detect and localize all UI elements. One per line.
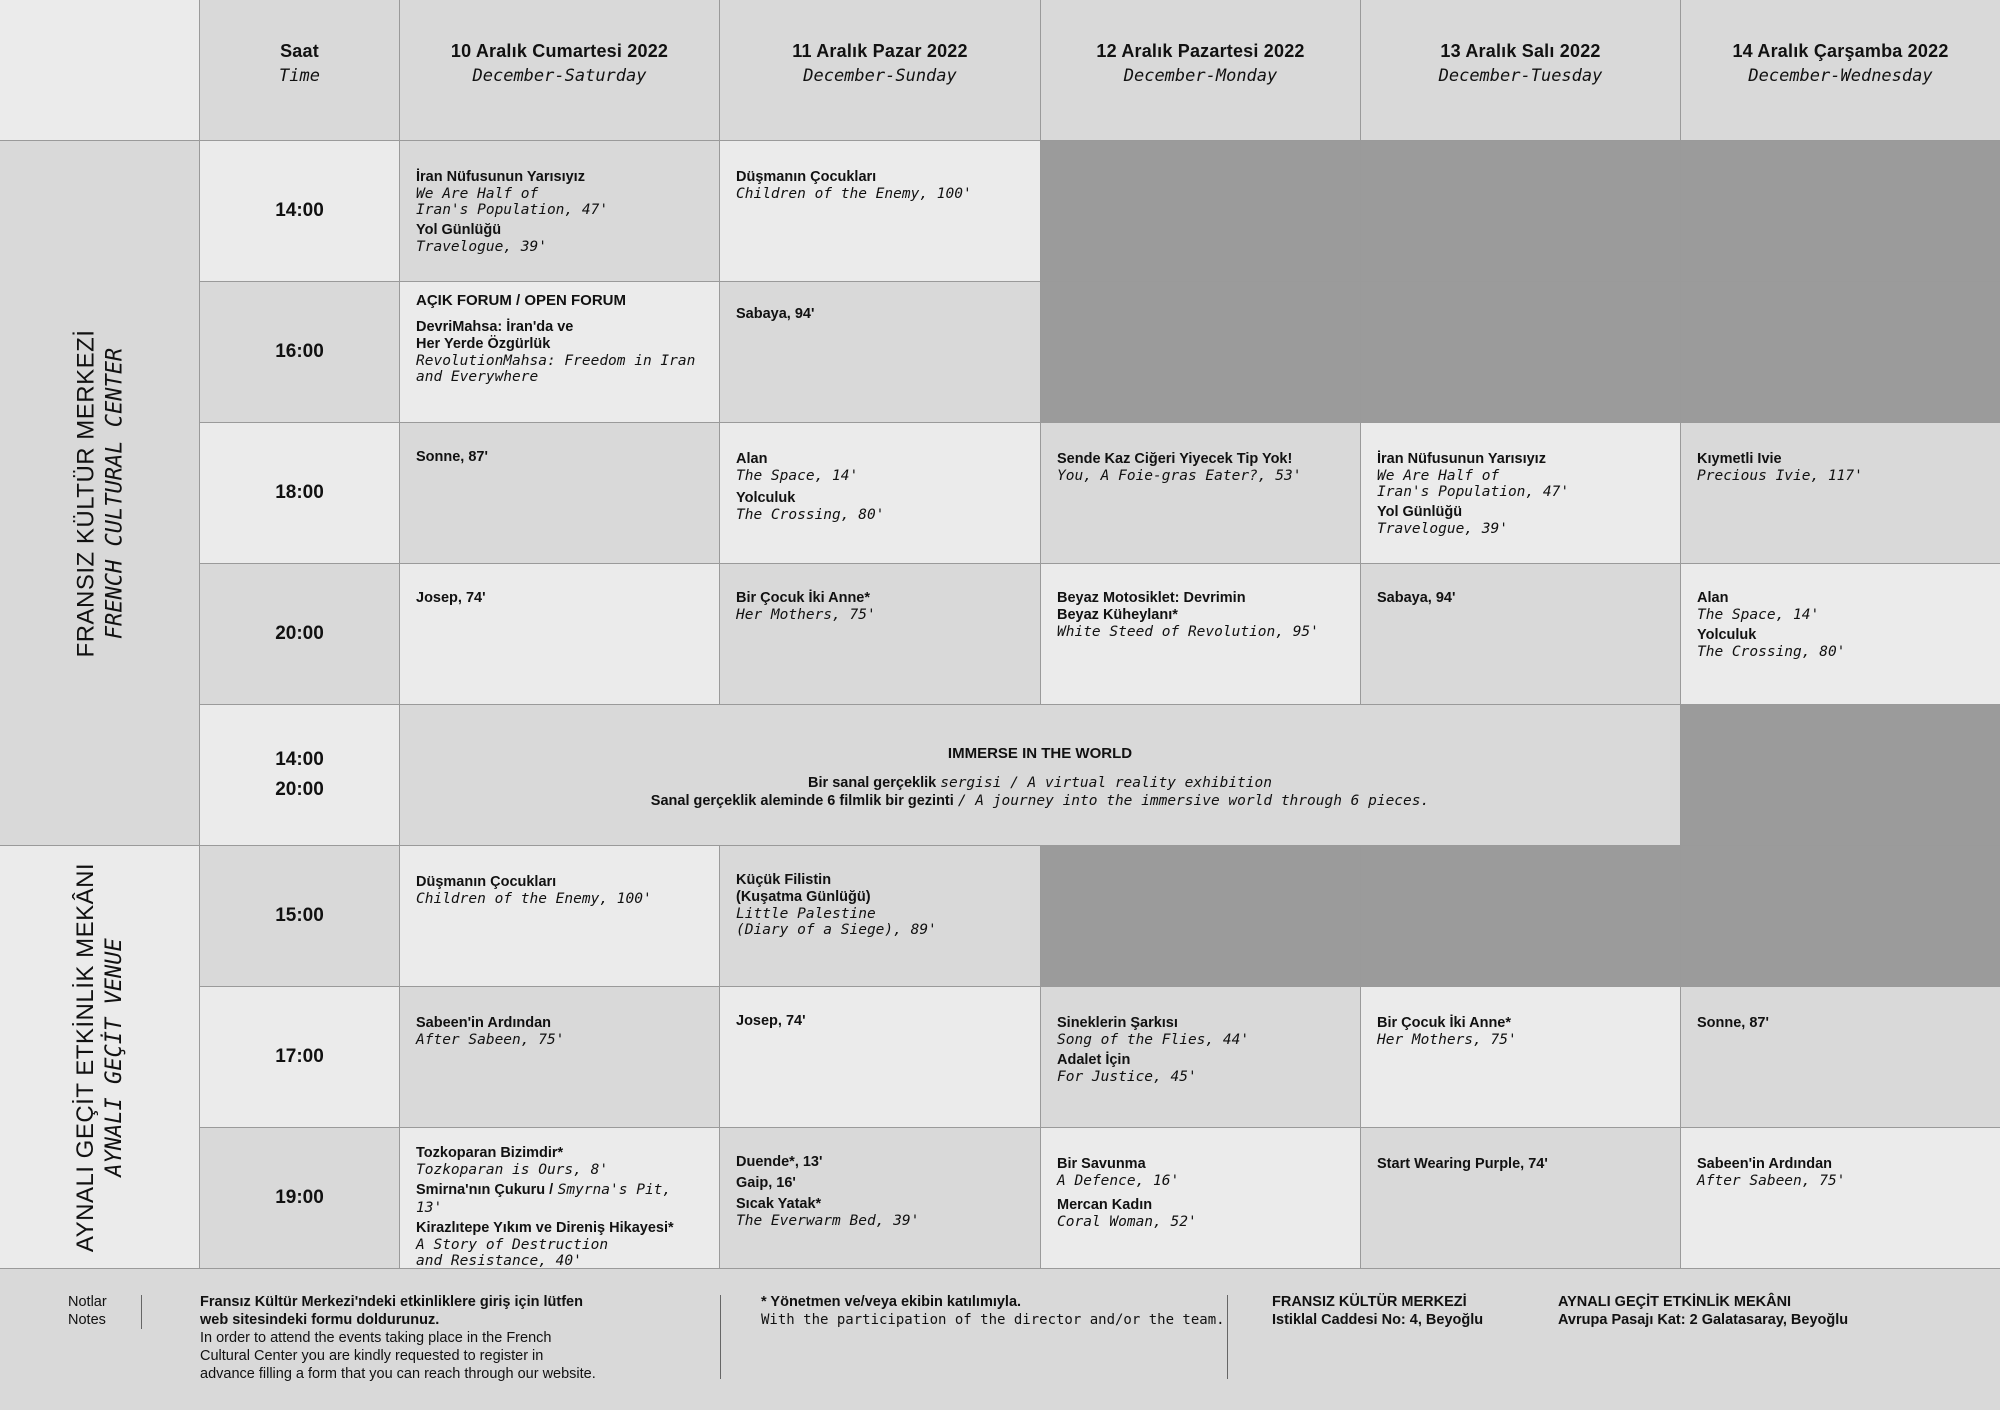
time-cell xyxy=(200,987,400,1128)
film-entry xyxy=(1697,627,1986,660)
event-cell-sat-1400 xyxy=(400,141,720,282)
film-title-en: Precious Ivie, 117' xyxy=(1697,468,1863,484)
footer-notes xyxy=(0,1269,2000,1410)
film-title-en: Children of the Enemy, 100' xyxy=(416,891,652,907)
film-title-en: After Sabeen, 75' xyxy=(1697,1173,1846,1189)
film-entry xyxy=(416,222,705,255)
film-entry xyxy=(416,590,705,607)
address-aynali-gecit xyxy=(1558,1293,1848,1329)
day-header-mon xyxy=(1041,0,1361,141)
event-cell-sat-1900 xyxy=(400,1128,720,1269)
event-cell-mon-1900 xyxy=(1041,1128,1361,1269)
day-header-tr: 10 Aralık Cumartesi 2022 xyxy=(450,40,669,61)
film-entry xyxy=(736,1154,1026,1171)
film-title-tr: Josep, 74' xyxy=(416,590,486,606)
time-cell xyxy=(200,423,400,564)
event-cell-sat-1700 xyxy=(400,987,720,1128)
time-label: 20:00 xyxy=(275,623,324,644)
film-entry xyxy=(736,1013,1026,1030)
time-header-tr: Saat xyxy=(280,40,319,61)
film-title-tr: Beyaz Motosiklet: Devrimin Beyaz Küheylanı* xyxy=(1057,590,1246,623)
film-entry xyxy=(736,490,1026,523)
time-header-en: Time xyxy=(279,65,320,86)
film-title-tr: Sabeen'in Ardından xyxy=(1697,1156,1833,1172)
film-title-tr: Sineklerin Şarkısı xyxy=(1057,1015,1178,1031)
venue-aynali-gecit xyxy=(0,846,200,1269)
event-cell-sat-1500 xyxy=(400,846,720,987)
day-header-tr: 13 Aralık Salı 2022 xyxy=(1440,40,1601,61)
film-entry xyxy=(736,872,1026,938)
event-cell-sat-2000 xyxy=(400,564,720,705)
film-title-en: We Are Half of Iran's Population, 47' xyxy=(416,186,609,218)
day-header-tue xyxy=(1361,0,1681,141)
film-title-en: Little Palestine (Diary of a Siege), 89' xyxy=(736,906,937,938)
film-entry xyxy=(736,1196,1026,1229)
day-header-en: December-Tuesday xyxy=(1438,65,1603,86)
film-entry xyxy=(1057,1052,1346,1085)
film-title-tr: Smirna'nın Çukuru / xyxy=(416,1182,554,1198)
event-cell-sat-1600 xyxy=(400,282,720,423)
film-entry xyxy=(736,451,1026,484)
empty-slot xyxy=(1681,282,2000,423)
film-title-tr: Bir Savunma xyxy=(1057,1156,1146,1172)
event-cell-wed-1800 xyxy=(1681,423,2000,564)
registration-note-tr: Fransız Kültür Merkezi'ndeki etkinliklere giriş için lütfen web sitesindeki formu doldurunuz. xyxy=(200,1294,583,1328)
time-header xyxy=(200,0,400,141)
day-header-tr: 11 Aralık Pazar 2022 xyxy=(792,40,968,61)
event-cell-sun-1500 xyxy=(720,846,1041,987)
registration-note-en: In order to attend the events taking place in the French Cultural Center you are kindly requested to register in advance filling a form that you can reach through our website. xyxy=(200,1330,596,1382)
event-cell-tue-1900 xyxy=(1361,1128,1681,1269)
time-cell xyxy=(200,564,400,705)
address-line: Istiklal Caddesi No: 4, Beyoğlu xyxy=(1272,1312,1484,1328)
event-cell-tue-1800 xyxy=(1361,423,1681,564)
divider xyxy=(141,1295,142,1329)
film-title-en: After Sabeen, 75' xyxy=(416,1032,565,1048)
event-cell-sun-1600 xyxy=(720,282,1041,423)
venue-name-tr: FRANSIZ KÜLTÜR MERKEZİ xyxy=(72,329,100,657)
registration-note xyxy=(200,1293,720,1383)
film-title-tr: İran Nüfusunun Yarısıyız xyxy=(1377,451,1546,467)
film-entry xyxy=(416,319,705,385)
film-title-tr: Tozkoparan Bizimdir* xyxy=(416,1145,564,1161)
day-header-en: December-Wednesday xyxy=(1748,65,1933,86)
film-entry xyxy=(1377,590,1666,607)
participation-note xyxy=(761,1293,1225,1329)
notes-label xyxy=(68,1293,107,1329)
empty-slot xyxy=(1041,282,1361,423)
day-header-tr: 12 Aralık Pazartesi 2022 xyxy=(1096,40,1305,61)
time-label: 18:00 xyxy=(275,482,324,503)
film-title-tr: Gaip, 16' xyxy=(736,1175,796,1191)
film-entry xyxy=(1057,590,1346,640)
film-entry xyxy=(1377,1015,1666,1048)
day-header-sun xyxy=(720,0,1041,141)
empty-slot xyxy=(1041,141,1361,282)
day-header-en: December-Saturday xyxy=(472,65,647,86)
film-title-tr: Yol Günlüğü xyxy=(1377,504,1463,520)
film-entry xyxy=(416,1145,705,1178)
film-entry xyxy=(1697,1156,1986,1189)
film-title-tr: Josep, 74' xyxy=(736,1013,806,1029)
event-cell-tue-2000 xyxy=(1361,564,1681,705)
film-entry xyxy=(1057,1197,1346,1230)
time-cell xyxy=(200,846,400,987)
time-cell xyxy=(200,282,400,423)
time-cell xyxy=(200,1128,400,1269)
film-entry xyxy=(1697,451,1986,484)
address-french-cultural-center xyxy=(1272,1293,1483,1329)
film-title-tr: Yol Günlüğü xyxy=(416,222,502,238)
event-cell-mon-1800 xyxy=(1041,423,1361,564)
event-cell-wed-1900 xyxy=(1681,1128,2000,1269)
film-title-tr: Sabaya, 94' xyxy=(1377,590,1456,606)
film-entry xyxy=(1057,451,1346,484)
empty-slot xyxy=(1361,846,1681,987)
event-cell-sun-1700 xyxy=(720,987,1041,1128)
venue-name-tr: AYNALI GEÇİT ETKİNLİK MEKÂNI xyxy=(72,862,99,1252)
film-title-tr: Alan xyxy=(1697,590,1729,606)
day-header-sat xyxy=(400,0,720,141)
venue-french-cultural-center xyxy=(0,141,200,846)
film-entry xyxy=(736,306,1026,323)
empty-slot xyxy=(1361,282,1681,423)
day-header-en: December-Monday xyxy=(1123,65,1278,86)
film-title-tr: Sonne, 87' xyxy=(416,449,488,465)
open-forum-title: AÇIK FORUM / OPEN FORUM xyxy=(416,292,626,309)
day-header-tr: 14 Aralık Çarşamba 2022 xyxy=(1732,40,1949,61)
film-title-tr: Yolculuk xyxy=(1697,627,1757,643)
immerse-line-2-tr: Sanal gerçeklik aleminde 6 filmlik bir gezinti xyxy=(650,792,954,809)
participation-note-tr: * Yönetmen ve/veya ekibin katılımıyla. xyxy=(761,1294,1022,1310)
film-entry xyxy=(416,1220,705,1269)
venue-name-en: FRENCH CULTURAL CENTER xyxy=(102,347,128,639)
day-header-wed xyxy=(1681,0,2000,141)
film-title-en: Travelogue, 39' xyxy=(416,239,547,255)
film-title-en: For Justice, 45' xyxy=(1057,1069,1197,1085)
divider xyxy=(720,1295,721,1379)
time-label: 14:00 xyxy=(275,200,324,221)
time-label: 14:00 xyxy=(275,749,324,770)
immerse-line-2 xyxy=(651,792,1429,810)
immerse-exhibition-cell xyxy=(400,705,1681,846)
immerse-line-1-en: sergisi / A virtual reality exhibition xyxy=(940,774,1272,791)
film-title-en: Song of the Flies, 44' xyxy=(1057,1032,1250,1048)
immerse-line-2-en: / A journey into the immersive world through 6 pieces. xyxy=(957,792,1430,809)
film-title-tr: Alan xyxy=(736,451,768,467)
time-cell xyxy=(200,705,400,846)
time-label: 16:00 xyxy=(275,341,324,362)
event-cell-mon-1700 xyxy=(1041,987,1361,1128)
film-entry xyxy=(1377,1156,1666,1173)
film-entry xyxy=(736,590,1026,623)
film-title-en: Her Mothers, 75' xyxy=(1377,1032,1517,1048)
empty-slot xyxy=(1681,705,2000,846)
film-entry xyxy=(416,449,705,466)
notes-label-tr: Notlar xyxy=(68,1294,107,1310)
film-title-en: We Are Half of Iran's Population, 47' xyxy=(1377,468,1570,500)
film-entry xyxy=(416,1015,705,1048)
film-title-en: Smyrna's Pit, 13' xyxy=(416,1182,672,1216)
film-title-tr: Sabaya, 94' xyxy=(736,306,815,322)
film-title-tr: DevriMahsa: İran'da ve Her Yerde Özgürlük xyxy=(416,319,574,352)
film-entry xyxy=(1057,1156,1346,1189)
film-entry xyxy=(1057,1015,1346,1048)
film-title-tr: İran Nüfusunun Yarısıyız xyxy=(416,169,585,185)
film-title-en: A Defence, 16' xyxy=(1057,1173,1180,1189)
event-cell-tue-1700 xyxy=(1361,987,1681,1128)
corner-cell xyxy=(0,0,200,141)
event-cell-wed-1700 xyxy=(1681,987,2000,1128)
event-cell-sun-1900 xyxy=(720,1128,1041,1269)
film-title-en: The Crossing, 80' xyxy=(736,507,885,523)
time-cell xyxy=(200,141,400,282)
film-title-en: The Crossing, 80' xyxy=(1697,644,1846,660)
film-title-en: Her Mothers, 75' xyxy=(736,607,876,623)
film-title-en: The Space, 14' xyxy=(1697,607,1820,623)
film-title-tr: Bir Çocuk İki Anne* xyxy=(1377,1015,1512,1031)
immerse-line-1 xyxy=(808,774,1272,792)
address-line: Avrupa Pasajı Kat: 2 Galatasaray, Beyoğlu xyxy=(1558,1312,1849,1328)
film-title-tr: Mercan Kadın xyxy=(1057,1197,1153,1213)
film-title-tr: Sende Kaz Ciğeri Yiyecek Tip Yok! xyxy=(1057,451,1293,467)
film-title-tr: Duende*, 13' xyxy=(736,1154,823,1170)
event-cell-sun-1400 xyxy=(720,141,1041,282)
address-name: AYNALI GEÇİT ETKİNLİK MEKÂNI xyxy=(1558,1294,1792,1310)
venue-name-en: AYNALI GEÇİT VENUE xyxy=(102,937,127,1177)
film-title-en: White Steed of Revolution, 95' xyxy=(1057,624,1319,640)
film-entry xyxy=(1697,1015,1986,1032)
time-label: 19:00 xyxy=(275,1187,324,1208)
event-cell-wed-2000 xyxy=(1681,564,2000,705)
film-title-en: The Everwarm Bed, 39' xyxy=(736,1213,920,1229)
film-entry xyxy=(416,1181,705,1217)
film-title-en: Children of the Enemy, 100' xyxy=(736,186,972,202)
film-entry xyxy=(736,1175,1026,1192)
empty-slot xyxy=(1681,141,2000,282)
film-title-tr: Düşmanın Çocukları xyxy=(736,169,877,185)
empty-slot xyxy=(1361,141,1681,282)
time-label: 17:00 xyxy=(275,1046,324,1067)
film-title-en: A Story of Destruction and Resistance, 40' xyxy=(416,1237,609,1269)
immerse-title: IMMERSE IN THE WORLD xyxy=(947,744,1133,762)
empty-slot xyxy=(1681,846,2000,987)
film-title-tr: Sıcak Yatak* xyxy=(736,1196,822,1212)
film-title-tr: Kıymetli Ivie xyxy=(1697,451,1782,467)
event-cell-sat-1800 xyxy=(400,423,720,564)
event-cell-mon-2000 xyxy=(1041,564,1361,705)
event-cell-sun-1800 xyxy=(720,423,1041,564)
day-header-en: December-Sunday xyxy=(803,65,957,86)
film-title-tr: Sabeen'in Ardından xyxy=(416,1015,552,1031)
film-title-tr: Küçük Filistin (Kuşatma Günlüğü) xyxy=(736,872,871,905)
film-title-en: Tozkoparan is Ours, 8' xyxy=(416,1162,609,1178)
film-entry xyxy=(1377,451,1666,500)
film-entry xyxy=(1377,504,1666,537)
film-title-tr: Start Wearing Purple, 74' xyxy=(1377,1156,1548,1172)
film-entry xyxy=(416,169,705,218)
divider xyxy=(1227,1295,1228,1379)
participation-note-en: With the participation of the director and/or the team. xyxy=(761,1312,1225,1328)
film-title-en: Coral Woman, 52' xyxy=(1057,1214,1197,1230)
film-title-en: The Space, 14' xyxy=(736,468,859,484)
immerse-line-1-tr: Bir sanal gerçeklik xyxy=(808,774,937,791)
film-title-tr: Yolculuk xyxy=(736,490,796,506)
film-title-tr: Adalet İçin xyxy=(1057,1052,1131,1068)
film-entry xyxy=(1697,590,1986,623)
time-label: 15:00 xyxy=(275,905,324,926)
film-title-en: Travelogue, 39' xyxy=(1377,521,1508,537)
event-cell-sun-2000 xyxy=(720,564,1041,705)
film-title-tr: Bir Çocuk İki Anne* xyxy=(736,590,871,606)
film-entry xyxy=(736,169,1026,202)
film-title-tr: Sonne, 87' xyxy=(1697,1015,1769,1031)
notes-label-en: Notes xyxy=(68,1312,106,1328)
film-title-tr: Kirazlıtepe Yıkım ve Direniş Hikayesi* xyxy=(416,1220,674,1236)
empty-slot xyxy=(1041,846,1361,987)
film-title-tr: Düşmanın Çocukları xyxy=(416,874,557,890)
film-title-en: You, A Foie-gras Eater?, 53' xyxy=(1057,468,1302,484)
address-name: FRANSIZ KÜLTÜR MERKEZİ xyxy=(1272,1294,1467,1310)
film-title-en: RevolutionMahsa: Freedom in Iran and Everywhere xyxy=(416,353,696,385)
film-entry xyxy=(416,874,705,907)
time-label: 20:00 xyxy=(275,779,324,800)
